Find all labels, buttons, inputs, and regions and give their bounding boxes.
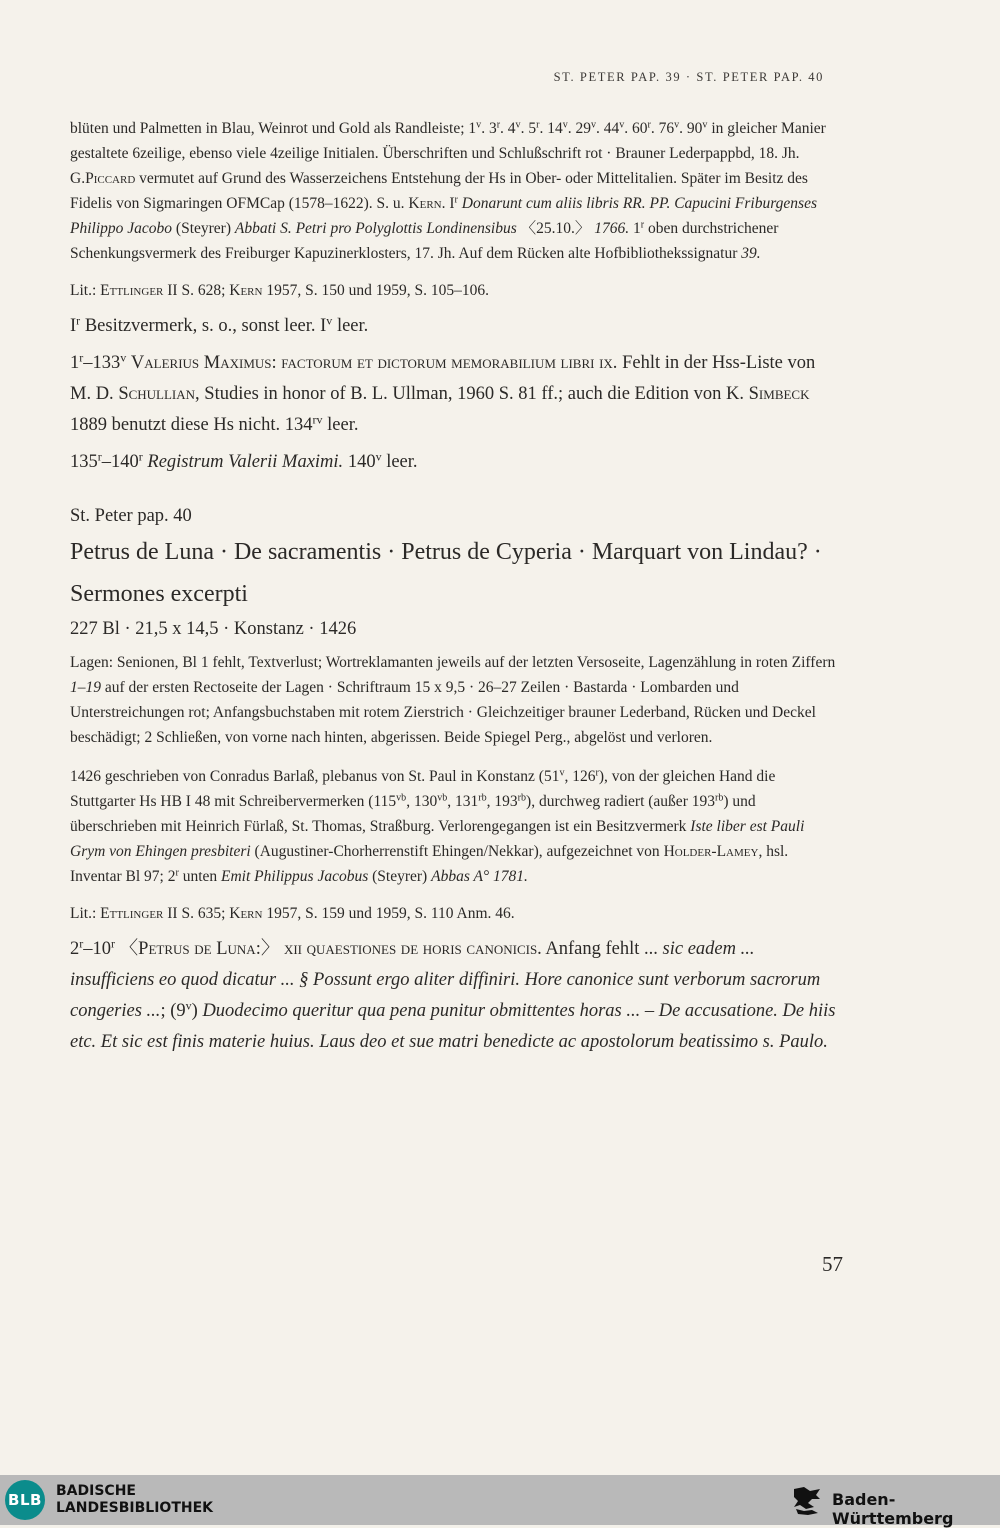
physical-data-line: 227 Bl · 21,5 x 14,5 · Konstanz · 1426 [70,619,357,639]
library-name[interactable] [56,1483,213,1517]
footer-bar [0,1475,1000,1528]
content-entry-registrum: 135$^r$–140$^r$ Registrum Valerii Maximi. 140$^v$ leer. [70,449,418,472]
page-body [70,116,840,1058]
baden-wuerttemberg-lion-icon [790,1483,824,1517]
shelfmark-pap40: St. Peter pap. 40 [70,506,192,526]
provenance-paragraph-pap39: G.Piccard vermutet auf Grund des Wasserzeichens Entstehung der Hs in Ober- oder Mittelitalien. Später im Besitz des Fidelis von Sigmaringen OFMCap (1578–1622). S. u. Kern. $I^r$ Donarunt cum aliis libris RR. PP. Capucini Friburgenses Philippo Jacobo (Steyrer) Abbati S. Petri pro Polyglottis Londinensibus 〈25.10.〉 1766. 1$^r$ oben durchstrichener Schenkungsvermerk des Freiburger Kapuzinerklosters, 17. Jh. Auf dem Rücken alte Hofbibliothekssignatur 39. [70,170,817,262]
blb-logo[interactable] [5,1480,45,1520]
codicology-paragraph: Lagen: Senionen, Bl 1 fehlt, Textverlust; Wortreklamanten jeweils auf der letzten Versoseite, Lagenzählung in roten Ziffern 1–19 auf der ersten Rectoseite der Lagen · Schriftraum 15 x 9,5 · 26–27 Zeilen · Bastarda · Lombarden und Unterstreichungen rot; Anfangsbuchstaben mit rotem Zierstrich · Gleichzeitiger brauner Lederband, Rücken und Deckel beschädigt; 2 Schließen, von vorne nach hinten, abgerissen. Beide Spiegel Perg., abgelöst und verloren. [70,654,836,746]
state-name[interactable]: Baden-Württemberg [832,1490,954,1528]
library-name-line1: BADISCHE [56,1483,136,1499]
content-entry-valerius: 1$^r$–133$^v$ Valerius Maximus: factorum et dictorum memorabilium libri ix. Fehlt in der Hss-Liste von M. D. Schullian, Studies in honor of B. L. Ullman, 1960 S. 81 ff.; auch die Edition von K. Simbeck 1889 benutzt diese Hs nicht. $134^{rv}$ leer. [70,350,816,435]
literature-pap39: Lit.: Ettlinger II S. 628; Kern 1957, S. 150 und 1959, S. 105–106. [70,282,489,299]
content-entry-petrus-de-luna: 2$^r$–10$^r$ 〈Petrus de Luna:〉 xii quaestiones de horis canonicis. Anfang fehlt ... sic eadem ... insufficiens eo quod dicatur ... § Possunt ergo aliter diffiniri. Hore canonice sunt verborum sacrorum congeries ...; (9$^v$) Duodecimo queritur qua pena punitur obmittentes horas ... – De accusatione. De hiis etc. Et sic est finis materie huius. Laus deo et sue matri benedicte ac apostolorum beatissimo s. Paulo. [70,936,836,1052]
manuscript-title: Petrus de Luna · De sacramentis · Petrus de Cyperia · Marquart von Lindau? · Sermones excerpti [70,539,822,607]
content-entry-ir: $I^r$ Besitzvermerk, s. o., sonst leer. $I^v$ leer. [70,313,369,336]
provenance-paragraph-pap40: 1426 geschrieben von Conradus Barlaß, plebanus von St. Paul in Konstanz (51$^v$, 126$^r$), von der gleichen Hand die Stuttgarter Hs HB I 48 mit Schreibervermerken ($115^{vb}$, $130^{vb}$, $131^{rb}$, $193^{rb}$), durchweg radiert (außer $193^{rb}$) und überschrieben mit Heinrich Fürlaß, St. Thomas, Straßburg. Verlorengegangen ist ein Besitzvermerk Iste liber est Pauli Grym von Ehingen presbiteri (Augustiner-Chorherrenstift Ehingen/Nekkar), aufgezeichnet von Holder-Lamey, hsl. Inventar Bl 97; 2$^r$ unten Emit Philippus Jacobus (Steyrer) Abbas A° 1781. [70,767,805,885]
page-number: 57 [822,1252,843,1276]
library-name-line2: LANDESBIBLIOTHEK [56,1500,214,1516]
blb-logo-text: BLB [8,1491,42,1509]
running-head: ST. PETER PAP. 39 · ST. PETER PAP. 40 [553,70,824,84]
literature-pap40: Lit.: Ettlinger II S. 635; Kern 1957, S. 159 und 1959, S. 110 Anm. 46. [70,905,515,922]
decoration-paragraph: blüten und Palmetten in Blau, Weinrot und Gold als Randleiste; 1$^v$. 3$^r$. 4$^v$. 5$^r$. 14$^v$. 29$^v$. 44$^v$. 60$^r$. 76$^v$. 90$^v$ in gleicher Manier gestaltete 6zeilige, ebenso viele 4zeilige Initialen. Überschriften und Schlußschrift rot · Brauner Lederpappbd, 18. Jh. [70,119,826,162]
